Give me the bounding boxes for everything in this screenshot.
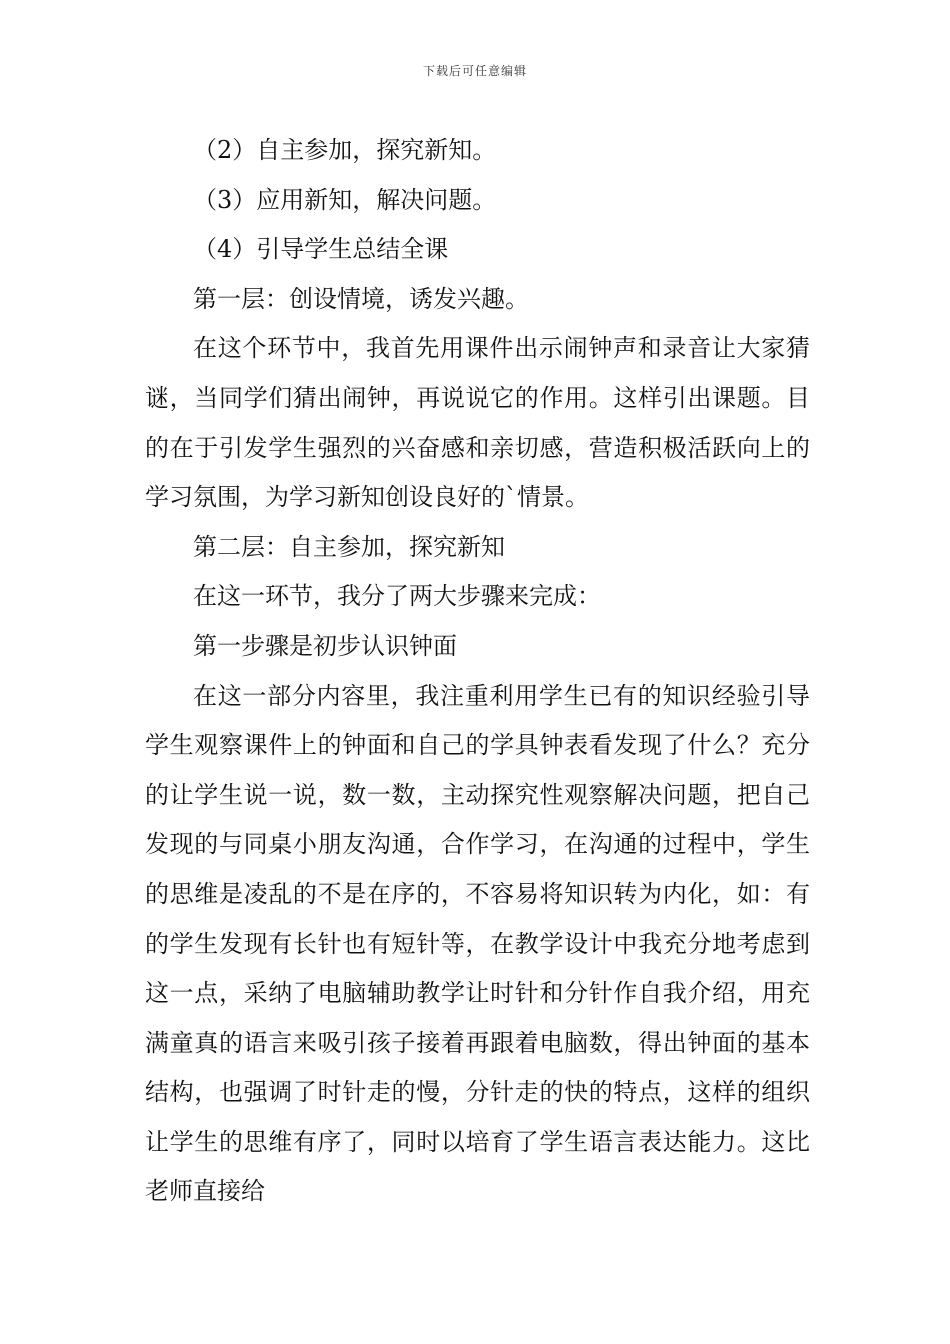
paragraph-layer-2-intro: 在这一环节，我分了两大步骤来完成：	[193, 582, 601, 611]
page-header: 下载后可任意编辑	[422, 64, 527, 78]
paragraph-step-1-body: 在这一部分内容里，我注重利用学生已有的知识经验引导学生观察课件上的钟面和自己的学具钟表看发现了什么？充分的让学生说一说，数一数，主动探究性观察解决问题，把自己发现的与同桌小朋友沟通，合作学习，在沟通的过程中，学生的思维是凌乱的不是在序的，不容易将知识转为内化，如：有的学生发现有长针也有短针等，在教学设计中我充分地考虑到这一点，采纳了电脑辅助教学让时针和分针作自我介绍，用充满童真的语言来吸引孩子接着再跟着电脑数，得出钟面的基本结构，也强调了时针走的慢，分针走的快的特点，这样的组织让学生的思维有序了，同时以培育了学生语言表达能力。这比老师直接给	[145, 681, 810, 1206]
document-body	[145, 126, 810, 1217]
section-heading-layer-2: 第二层：自主参加，探究新知	[193, 532, 505, 561]
section-heading-layer-1: 第一层：创设情境，诱发兴趣。	[193, 284, 529, 313]
list-item-step-4: （4）引导学生总结全课	[193, 235, 449, 264]
subheading-step-1: 第一步骤是初步认识钟面	[193, 631, 457, 660]
list-item-step-2: （2）自主参加，探究新知。	[193, 136, 497, 164]
list-item-step-3: （3）应用新知，解决问题。	[193, 185, 497, 214]
paragraph-layer-1-body: 在这个环节中，我首先用课件出示闹钟声和录音让大家猜谜，当同学们猜出闹钟，再说说它的作用。这样引出课题。目的在于引发学生强烈的兴奋感和亲切感，营造积极活跃向上的学习氛围，为学习新知创设良好的`情景。	[145, 334, 810, 512]
